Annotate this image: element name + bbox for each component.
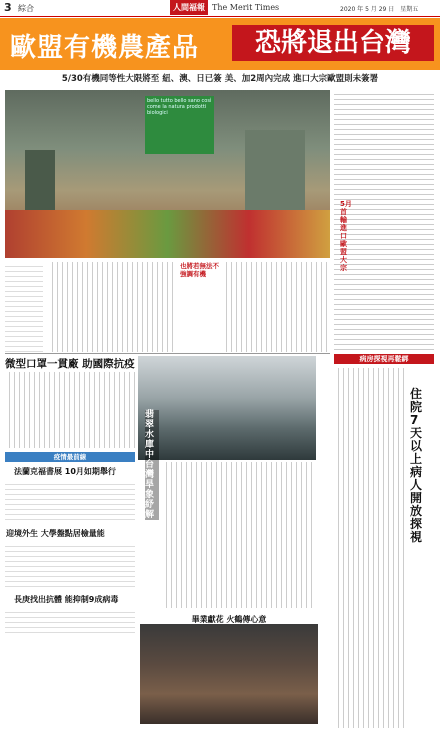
divider — [5, 353, 330, 354]
right-section-title: 住院7天以上病人 開放探視 — [410, 387, 423, 544]
right-section-banner: 病房探視再鬆綁 — [334, 354, 434, 364]
photo-tag: 也將若無法不強調有機 — [180, 262, 219, 278]
right-article-body — [334, 368, 406, 728]
newspaper-logo: 人間福報 — [170, 0, 208, 15]
dam-photo — [138, 356, 316, 460]
grad-photo-title: 畢業獻花 火鶴傳心意 — [191, 615, 267, 624]
item1-title: 法蘭克福書展 10月如期舉行 — [14, 467, 116, 476]
subheadline: 5/30有機同等性大限將至 紐、澳、日已簽 美、加2周內完成 進口大宗歐盟則未簽署 — [61, 74, 379, 84]
item2-body — [5, 542, 135, 590]
section-name: 綜合 — [18, 4, 34, 13]
page-number: 3 — [4, 1, 12, 14]
article-text-block-2 — [48, 262, 176, 352]
mask-article-body — [5, 372, 135, 448]
item3-title: 長庚找出抗體 能抑制9成病毒 — [14, 595, 119, 604]
item1-body — [5, 480, 135, 524]
photo-caption-block — [5, 262, 43, 352]
item3-body — [5, 608, 135, 636]
headline-part1: 歐盟有機農產品 — [10, 33, 200, 63]
dam-article-body — [162, 462, 316, 608]
graduation-photo — [140, 624, 318, 724]
dam-caption: 翡翠水庫 中台灣旱象紓解 — [145, 410, 159, 520]
dateline: 2020 年 5 月 29 日 星期五 — [340, 6, 419, 13]
mask-article-title: 微型口罩一貫廠 助國際抗疫 — [5, 358, 135, 370]
item2-title: 迎境外生 大學盤點居檢量能 — [6, 529, 105, 538]
sidebar-tag: 5月首輸進口歐盟大宗 — [340, 200, 352, 272]
market-sign: bello tutto bello sano così come la natura prodotti biologici — [145, 96, 214, 154]
newspaper-logo-en: The Merit Times — [212, 3, 280, 12]
headline-part2: 恐將退出台灣 — [232, 25, 434, 61]
article-text-block-3 — [222, 262, 330, 352]
left-lower-banner: 疫情最前線 — [5, 452, 135, 462]
